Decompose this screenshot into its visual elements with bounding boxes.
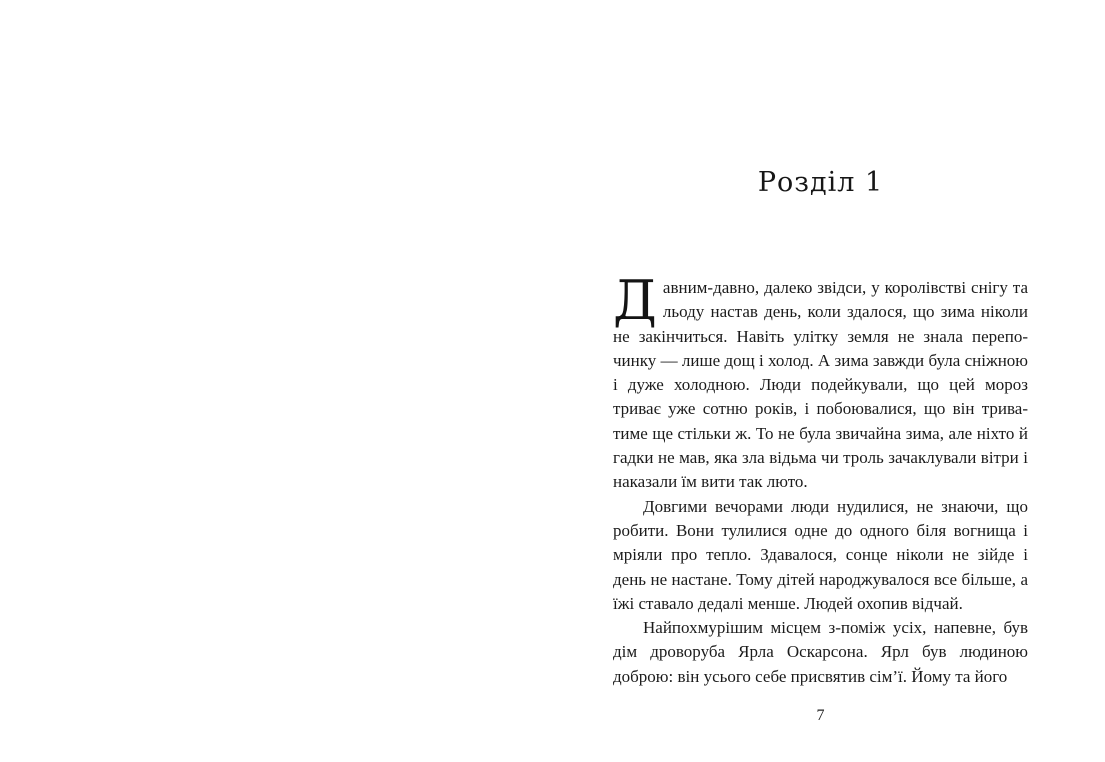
- paragraph-3: [613, 616, 1028, 689]
- paragraph-2: [613, 495, 1028, 616]
- page-number: 7: [816, 707, 825, 724]
- paragraph-text: авним-давно, далеко звідси, у королівстві снігу та льоду настав день, коли здалося, що зима ніколи не закінчиться. Навіть улітку земля не знала перепочинку — лише дощ і холод. А зима завжди була сніжною і дуже холодною. Люди подейкували, що цей мороз триває уже сотню років, і побоювалися, що він триватиме ще стільки ж. То не була звичайна зима, але ніхто й гадки не мав, яка зла відьма чи троль зачаклували вітри і наказали їм вити так люто.: [613, 278, 1028, 492]
- paragraph-1: [613, 269, 1028, 495]
- dropcap-letter: Д: [613, 269, 657, 332]
- chapter-text: [613, 269, 1028, 689]
- chapter-heading: Розділ 1: [757, 167, 884, 198]
- book-page: [613, 0, 1028, 762]
- paragraph-text: Довгими вечорами люди нудилися, не знаючи, що робити. Вони тулилися одне до одного біля вогнища і мріяли про тепло. Здавалося, сонце ніколи не зійде і день не настане. Тому дітей народжувалося все більше, а їжі ставало дедалі менше. Людей охопив відчай.: [613, 496, 1028, 613]
- paragraph-text: Найпохмурішим місцем з-поміж усіх, напевне, був дім дроворуба Ярла Оскарсона. Ярл був людиною доброю: він усього себе присвятив сім’ї. Йому та його: [613, 618, 1028, 686]
